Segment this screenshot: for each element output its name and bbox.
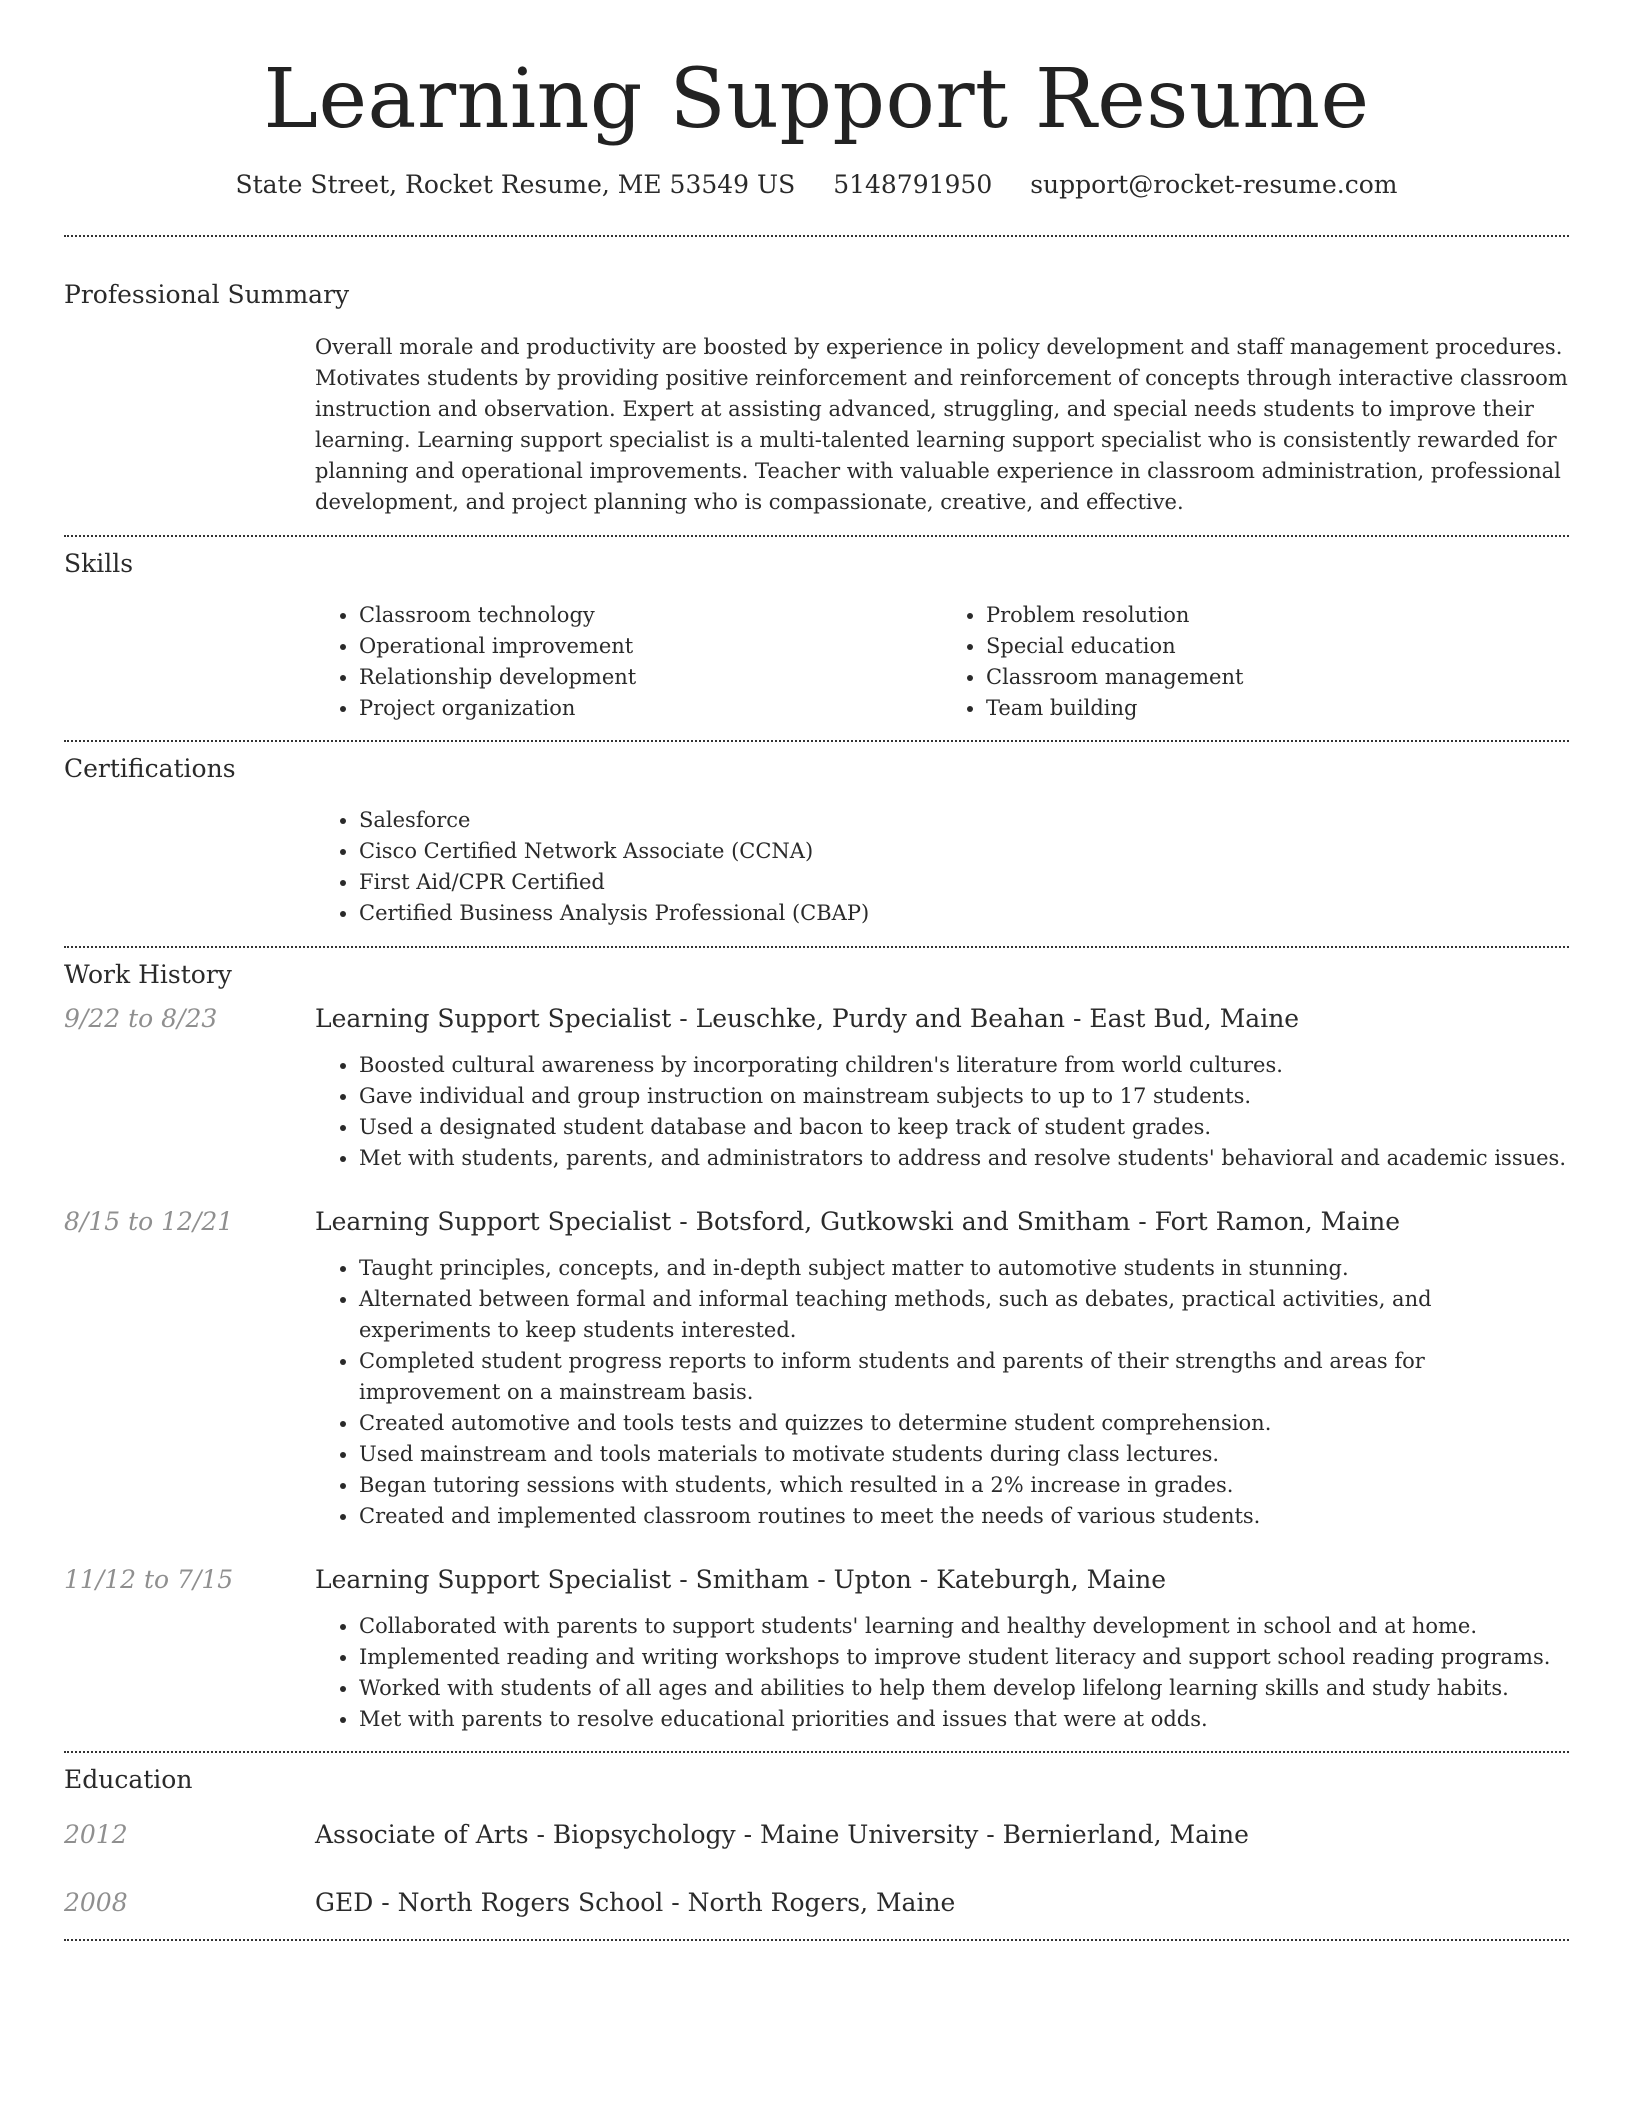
job-title: Learning Support Specialist - Leuschke, Purdy and Beahan - East Bud, Maine bbox=[315, 1004, 1300, 1033]
job-bullet: • Created and implemented classroom routines to meet the needs of various students. bbox=[359, 1501, 1569, 1532]
job-bullet: • Worked with students of all ages and abilities to help them develop lifelong learning skills and study habits. bbox=[359, 1673, 1569, 1704]
skill-item: • Relationship development bbox=[359, 662, 942, 693]
summary-text: Overall morale and productivity are boosted by experience in policy development and staff management procedures. Motivates students by providing positive reinforcement and reinforcement of concepts through interactive classroom instruction and observation. Expert at assisting advanced, struggling, and special needs students to improve their learning. Learning support specialist is a multi-talented learning support specialist who is consistently rewarded for planning and operational improvements. Teacher with valuable experience in classroom administration, professional development, and project planning who is compassionate, creative, and effective. bbox=[315, 335, 1568, 514]
work-section bbox=[64, 959, 1569, 1735]
divider bbox=[64, 946, 1569, 948]
job-date: 11/12 to 7/15 bbox=[64, 1565, 234, 1594]
job-date: 8/15 to 12/21 bbox=[64, 1207, 234, 1236]
job-entry bbox=[64, 1563, 1569, 1735]
job-bullet: • Implemented reading and writing workshops to improve student literacy and support school reading programs. bbox=[359, 1642, 1569, 1673]
certification-item: • Cisco Certified Network Associate (CCNA) bbox=[359, 836, 1569, 867]
divider bbox=[64, 1751, 1569, 1753]
job-bullets bbox=[315, 1611, 1569, 1735]
job-bullets bbox=[315, 1050, 1569, 1174]
resume-page bbox=[64, 0, 1569, 1941]
job-entry bbox=[64, 1205, 1569, 1532]
job-entry bbox=[64, 1002, 1569, 1174]
certification-item: • Certified Business Analysis Professional (CBAP) bbox=[359, 898, 1569, 929]
job-bullet: • Taught principles, concepts, and in-depth subject matter to automotive students in stunning. bbox=[359, 1253, 1569, 1284]
education-title: Associate of Arts - Biopsychology - Maine University - Bernierland, Maine bbox=[315, 1820, 1249, 1849]
skill-item: • Problem resolution bbox=[986, 600, 1569, 631]
skill-item: • Classroom management bbox=[986, 662, 1569, 693]
work-heading: Work History bbox=[64, 960, 232, 989]
certification-item: • First Aid/CPR Certified bbox=[359, 867, 1569, 898]
address: State Street, Rocket Resume, ME 53549 US bbox=[235, 170, 796, 199]
education-title: GED - North Rogers School - North Rogers, Maine bbox=[315, 1888, 956, 1917]
job-bullet: • Used a designated student database and bacon to keep track of student grades. bbox=[359, 1112, 1569, 1143]
skills-section bbox=[64, 548, 1569, 724]
job-date: 9/22 to 8/23 bbox=[64, 1004, 218, 1033]
job-title: Learning Support Specialist - Botsford, Gutkowski and Smitham - Fort Ramon, Maine bbox=[315, 1207, 1401, 1236]
summary-heading: Professional Summary bbox=[64, 280, 350, 309]
skill-item: • Special education bbox=[986, 631, 1569, 662]
job-bullet: • Alternated between formal and informal teaching methods, such as debates, practical activities, and experiments to keep students interested. bbox=[359, 1284, 1569, 1346]
divider bbox=[64, 1939, 1569, 1941]
certification-item: • Salesforce bbox=[359, 805, 1569, 836]
certifications-heading: Certifications bbox=[64, 754, 236, 783]
education-section bbox=[64, 1764, 1569, 1920]
skills-column-right bbox=[942, 600, 1569, 724]
job-bullet: • Used mainstream and tools materials to motivate students during class lectures. bbox=[359, 1439, 1569, 1470]
skill-item: • Team building bbox=[986, 693, 1569, 724]
certifications-list bbox=[315, 805, 1569, 929]
job-bullet: • Completed student progress reports to inform students and parents of their strengths and areas for improvement on a mainstream basis. bbox=[359, 1346, 1569, 1408]
job-bullet: • Met with students, parents, and administrators to address and resolve students' behavioral and academic issues. bbox=[359, 1143, 1569, 1174]
job-bullet: • Began tutoring sessions with students, which resulted in a 2% increase in grades. bbox=[359, 1470, 1569, 1501]
job-bullet: • Created automotive and tools tests and quizzes to determine student comprehension. bbox=[359, 1408, 1569, 1439]
skills-column-left bbox=[315, 600, 942, 724]
divider bbox=[64, 740, 1569, 742]
divider bbox=[64, 235, 1569, 237]
job-bullet: • Boosted cultural awareness by incorporating children's literature from world cultures. bbox=[359, 1050, 1569, 1081]
skill-item: • Project organization bbox=[359, 693, 942, 724]
job-title: Learning Support Specialist - Smitham - Upton - Kateburgh, Maine bbox=[315, 1565, 1167, 1594]
phone: 5148791950 bbox=[833, 170, 993, 199]
skill-item: • Classroom technology bbox=[359, 600, 942, 631]
divider bbox=[64, 535, 1569, 537]
email: support@rocket-resume.com bbox=[1030, 170, 1398, 199]
summary-section bbox=[64, 279, 1569, 518]
certifications-section bbox=[64, 753, 1569, 929]
resume-title: Learning Support Resume bbox=[263, 52, 1370, 147]
contact-line bbox=[64, 170, 1569, 199]
education-entry bbox=[64, 1886, 1569, 1920]
education-date: 2012 bbox=[64, 1820, 128, 1849]
job-bullet: • Met with parents to resolve educational priorities and issues that were at odds. bbox=[359, 1704, 1569, 1735]
job-bullet: • Collaborated with parents to support students' learning and healthy development in school and at home. bbox=[359, 1611, 1569, 1642]
education-entry bbox=[64, 1818, 1569, 1852]
skills-heading: Skills bbox=[64, 549, 134, 578]
education-date: 2008 bbox=[64, 1888, 128, 1917]
education-heading: Education bbox=[64, 1765, 193, 1794]
skill-item: • Operational improvement bbox=[359, 631, 942, 662]
job-bullet: • Gave individual and group instruction on mainstream subjects to up to 17 students. bbox=[359, 1081, 1569, 1112]
skills-list bbox=[315, 600, 1569, 724]
job-bullets bbox=[315, 1253, 1569, 1532]
